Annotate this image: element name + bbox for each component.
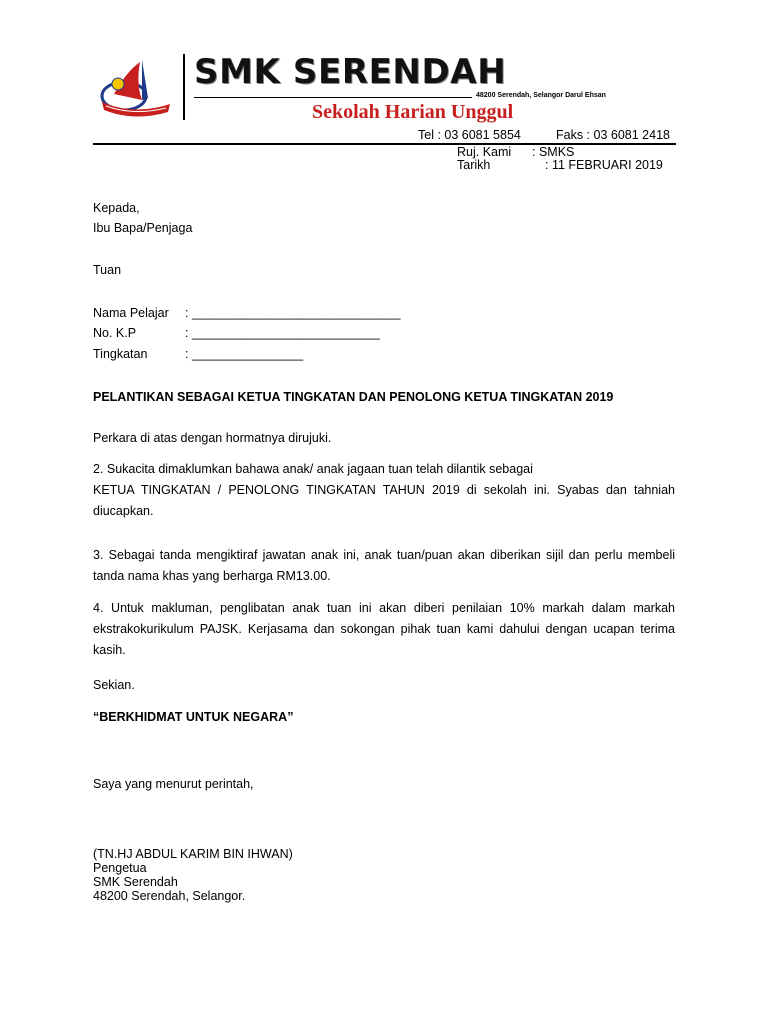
paragraph-3: 3. Sebagai tanda mengiktiraf jawatan anak ini, anak tuan/puan akan diberikan sijil dan perlu membeli tanda nama khas yang berharga RM13.00. bbox=[93, 548, 675, 583]
paragraph-2-line1: 2. Sukacita dimaklumkan bahawa anak/ anak jagaan tuan telah dilantik sebagai bbox=[93, 462, 533, 476]
letterhead-divider bbox=[183, 54, 185, 120]
salutation: Tuan bbox=[93, 263, 122, 277]
recipient-kepada: Kepada, bbox=[93, 201, 140, 215]
field-label-ic: No. K.P bbox=[93, 326, 137, 340]
motto: “BERKHIDMAT UNTUK NEGARA” bbox=[93, 710, 294, 724]
signatory-name: (TN.HJ ABDUL KARIM BIN IHWAN) bbox=[93, 847, 293, 861]
field-value-class: : ________________ bbox=[185, 347, 304, 361]
school-tagline: Sekolah Harian Unggul bbox=[312, 101, 514, 123]
signatory-address: 48200 Serendah, Selangor. bbox=[93, 889, 246, 903]
paragraph-1: Perkara di atas dengan hormatnya dirujuki. bbox=[93, 431, 332, 445]
letterhead-rule bbox=[194, 97, 472, 98]
field-value-ic: : ___________________________ bbox=[185, 326, 380, 340]
signatory-school: SMK Serendah bbox=[93, 875, 178, 889]
date-label: Tarikh bbox=[457, 158, 491, 172]
school-crest-logo bbox=[96, 54, 174, 120]
field-label-name: Nama Pelajar bbox=[93, 306, 169, 320]
field-label-class: Tingkatan bbox=[93, 347, 148, 361]
school-name: SMK SERENDAH bbox=[194, 52, 507, 92]
letter-subject: PELANTIKAN SEBAGAI KETUA TINGKATAN DAN PENOLONG KETUA TINGKATAN 2019 bbox=[93, 390, 614, 404]
field-value-name: : ______________________________ bbox=[185, 306, 401, 320]
ref-value: : SMKS bbox=[532, 145, 575, 159]
paragraph-2-rest: KETUA TINGKATAN / PENOLONG TINGKATAN TAHUN 2019 di sekolah ini. Syabas dan tahniah diucapkan. bbox=[93, 483, 675, 518]
letterhead-main-rule bbox=[93, 143, 676, 145]
date-value: : 11 FEBRUARI 2019 bbox=[545, 158, 663, 172]
school-address-small: 48200 Serendah, Selangor Darul Ehsan bbox=[476, 92, 606, 99]
signatory-title: Pengetua bbox=[93, 861, 147, 875]
paragraph-4: 4. Untuk makluman, penglibatan anak tuan ini akan diberi penilaian 10% markah dalam markah ekstrakokurikulum PAJSK. Kerjasama dan sokongan pihak tuan kami dahului dengan ucapan terima kasih. bbox=[93, 601, 675, 657]
recipient-to: Ibu Bapa/Penjaga bbox=[93, 221, 193, 235]
closing: Sekian. bbox=[93, 678, 135, 692]
sign-off: Saya yang menurut perintah, bbox=[93, 777, 254, 791]
ref-label: Ruj. Kami bbox=[457, 145, 512, 159]
tel-number: Tel : 03 6081 5854 bbox=[418, 128, 521, 142]
fax-number: Faks : 03 6081 2418 bbox=[556, 128, 670, 142]
